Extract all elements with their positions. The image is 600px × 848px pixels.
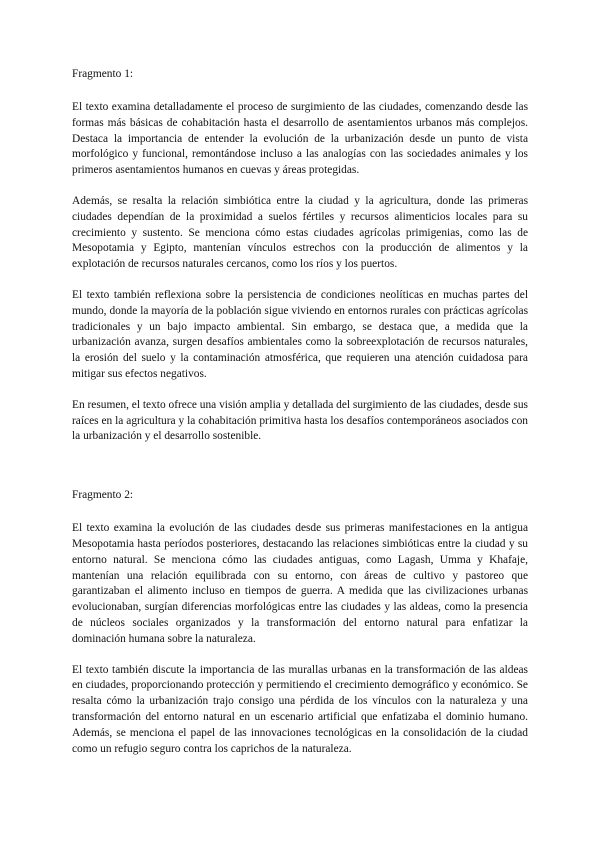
fragment-1 bbox=[72, 66, 528, 445]
fragment-spacer bbox=[72, 460, 528, 480]
paragraph: Además, se resalta la relación simbiótica entre la ciudad y la agricultura, donde las primeras ciudades dependían de la proximidad a suelos fértiles y recursos alimenticios locales para su crecimiento y sustento. Se menciona cómo estas ciudades agrícolas primigenias, como las de Mesopotamia y Egipto, mantenían vínculos estrechos con la producción de alimentos y la explotación de recursos naturales cercanos, como los ríos y los puertos. bbox=[72, 194, 528, 271]
document-page bbox=[72, 66, 528, 772]
fragment-title: Fragmento 2: bbox=[72, 489, 134, 502]
fragment-2 bbox=[72, 487, 528, 757]
paragraph: El texto también discute la importancia de las murallas urbanas en la transformación de las aldeas en ciudades, proporcionando protección y permitiendo el crecimiento demográfico y económico. Se resalta cómo la urbanización trajo consigo una pérdida de los vínculos con la naturaleza y una transformación del entorno natural en un escenario artificial que enfatizaba el dominio humano. Además, se menciona el papel de las innovaciones tecnológicas en la consolidación de la ciudad como un refugio seguro contra los caprichos de la naturaleza. bbox=[72, 663, 528, 755]
fragment-title: Fragmento 1: bbox=[72, 68, 134, 80]
paragraph: En resumen, el texto ofrece una visión amplia y detallada del surgimiento de las ciudades, desde sus raíces en la agricultura y la cohabitación primitiva hasta los desafíos contemporáneos asociados con la urbanización y el desarrollo sostenible. bbox=[72, 398, 528, 443]
paragraph: El texto examina detalladamente el proceso de surgimiento de las ciudades, comenzando desde las formas más básicas de cohabitación hasta el desarrollo de asentamientos urbanos más complejos. Destaca la importancia de entender la evolución de la urbanización desde un punto de vista morfológico y funcional, remontándose incluso a las analogías con las sociedades animales y los primeros asentamientos humanos en cuevas y áreas protegidas. bbox=[72, 101, 528, 177]
paragraph: El texto examina la evolución de las ciudades desde sus primeras manifestaciones en la antigua Mesopotamia hasta períodos posteriores, destacando las relaciones simbióticas entre la ciudad y su entorno natural. Se menciona cómo las ciudades antiguas, como Lagash, Umma y Khafaje, mantenían una relación equilibrada con su entorno, con áreas de cultivo y pastoreo que garantizaban el alimento incluso en tiempos de guerra. A medida que las civilizaciones urbanas evolucionaban, surgían diferencias morfológicas entre las ciudades y las aldeas, como la presencia de núcleos sociales organizados y la transformación del entorno natural para enfatizar la dominación humana sobre la naturaleza. bbox=[72, 522, 528, 645]
paragraph: El texto también reflexiona sobre la persistencia de condiciones neolíticas en muchas partes del mundo, donde la mayoría de la población sigue viviendo en entornos rurales con prácticas agrícolas tradicionales y un bajo impacto ambiental. Sin embargo, se destaca que, a medida que la urbanización avanza, surgen desafíos ambientales como la sobreexplotación de recursos naturales, la erosión del suelo y la contaminación atmosférica, que requieren una atención cuidadosa para mitigar sus efectos negativos. bbox=[72, 288, 528, 380]
